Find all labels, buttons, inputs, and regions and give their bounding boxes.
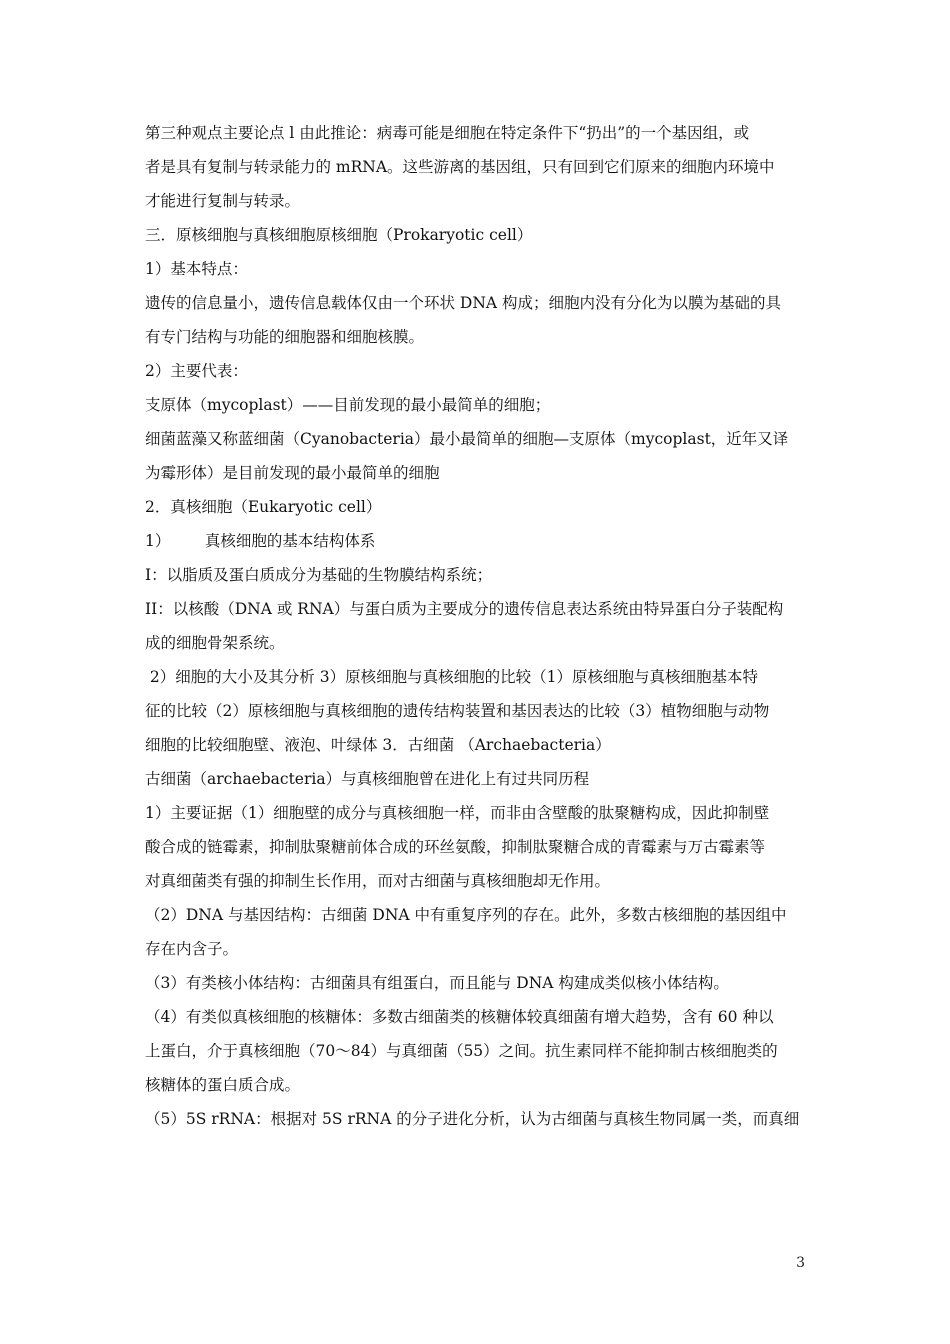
text-line: 古细菌（archaebacteria）与真核细胞曾在进化上有过共同历程 — [145, 770, 590, 788]
text-line: 1）主要证据（1）细胞壁的成分与真核细胞一样，而非由含壁酸的肽聚糖构成，因此抑制壁 — [145, 804, 770, 822]
text-line: （3）有类核小体结构：古细菌具有组蛋白，而且能与 DNA 构建成类似核小体结构。 — [145, 974, 729, 992]
text-line: II：以核酸（DNA 或 RNA）与蛋白质为主要成分的遗传信息表达系统由特异蛋白分子装配构 — [145, 600, 784, 618]
text-line: 成的细胞骨架系统。 — [145, 634, 285, 652]
text-line: 1）基本特点： — [145, 260, 248, 278]
text-line: （5）5S rRNA：根据对 5S rRNA 的分子进化分析，认为古细菌与真核生物同属一类，而真细 — [145, 1110, 800, 1128]
page-number: 3 — [796, 1255, 805, 1271]
text-line: 支原体（mycoplast）——目前发现的最小最简单的细胞； — [145, 396, 551, 414]
text-line: 征的比较（2）原核细胞与真核细胞的遗传结构装置和基因表达的比较（3）植物细胞与动物 — [145, 702, 770, 720]
text-line: 第三种观点主要论点 l 由此推论：病毒可能是细胞在特定条件下“扔出”的一个基因组，或 — [145, 124, 750, 142]
document-body — [145, 116, 810, 1136]
text-line: 细胞的比较细胞壁、液泡、叶绿体 3．古细菌 （Archaebacteria） — [145, 736, 611, 754]
text-line: 酸合成的链霉素，抑制肽聚糖前体合成的环丝氨酸，抑制肽聚糖合成的青霉素与万古霉素等 — [145, 838, 766, 856]
section-heading: 2．真核细胞（Eukaryotic cell） — [145, 498, 382, 516]
text-line: 细菌蓝藻又称蓝细菌（Cyanobacteria）最小最简单的细胞—支原体（mycoplast，近年又译 — [145, 430, 789, 448]
text-line: 遗传的信息量小，遗传信息载体仅由一个环状 DNA 构成；细胞内没有分化为以膜为基础的具 — [145, 294, 782, 312]
text-line: 1） 真核细胞的基本结构体系 — [145, 532, 376, 550]
text-line: 对真细菌类有强的抑制生长作用，而对古细菌与真核细胞却无作用。 — [145, 872, 611, 890]
text-line: 上蛋白，介于真核细胞（70～84）与真细菌（55）之间。抗生素同样不能抑制古核细胞类的 — [145, 1042, 778, 1060]
text-line: 2）主要代表： — [145, 362, 248, 380]
text-line: I：以脂质及蛋白质成分为基础的生物膜结构系统； — [145, 566, 493, 584]
text-line: （4）有类似真核细胞的核糖体：多数古细菌类的核糖体较真细菌有增大趋势，含有 60 种以 — [145, 1008, 774, 1026]
text-line: 为霉形体）是目前发现的最小最简单的细胞 — [145, 464, 440, 482]
text-line: 核糖体的蛋白质合成。 — [145, 1076, 301, 1094]
text-line: 存在内含子。 — [145, 940, 239, 958]
section-heading: 三．原核细胞与真核细胞原核细胞（Prokaryotic cell） — [145, 226, 533, 244]
text-line: 才能进行复制与转录。 — [145, 192, 301, 210]
text-line: 有专门结构与功能的细胞器和细胞核膜。 — [145, 328, 425, 346]
text-line: 2）细胞的大小及其分析 3）原核细胞与真核细胞的比较（1）原核细胞与真核细胞基本特 — [145, 668, 758, 686]
text-line: 者是具有复制与转录能力的 mRNA。这些游离的基因组，只有回到它们原来的细胞内环境中 — [145, 158, 775, 176]
text-line: （2）DNA 与基因结构：古细菌 DNA 中有重复序列的存在。此外，多数古核细胞的基因组中 — [145, 906, 787, 924]
